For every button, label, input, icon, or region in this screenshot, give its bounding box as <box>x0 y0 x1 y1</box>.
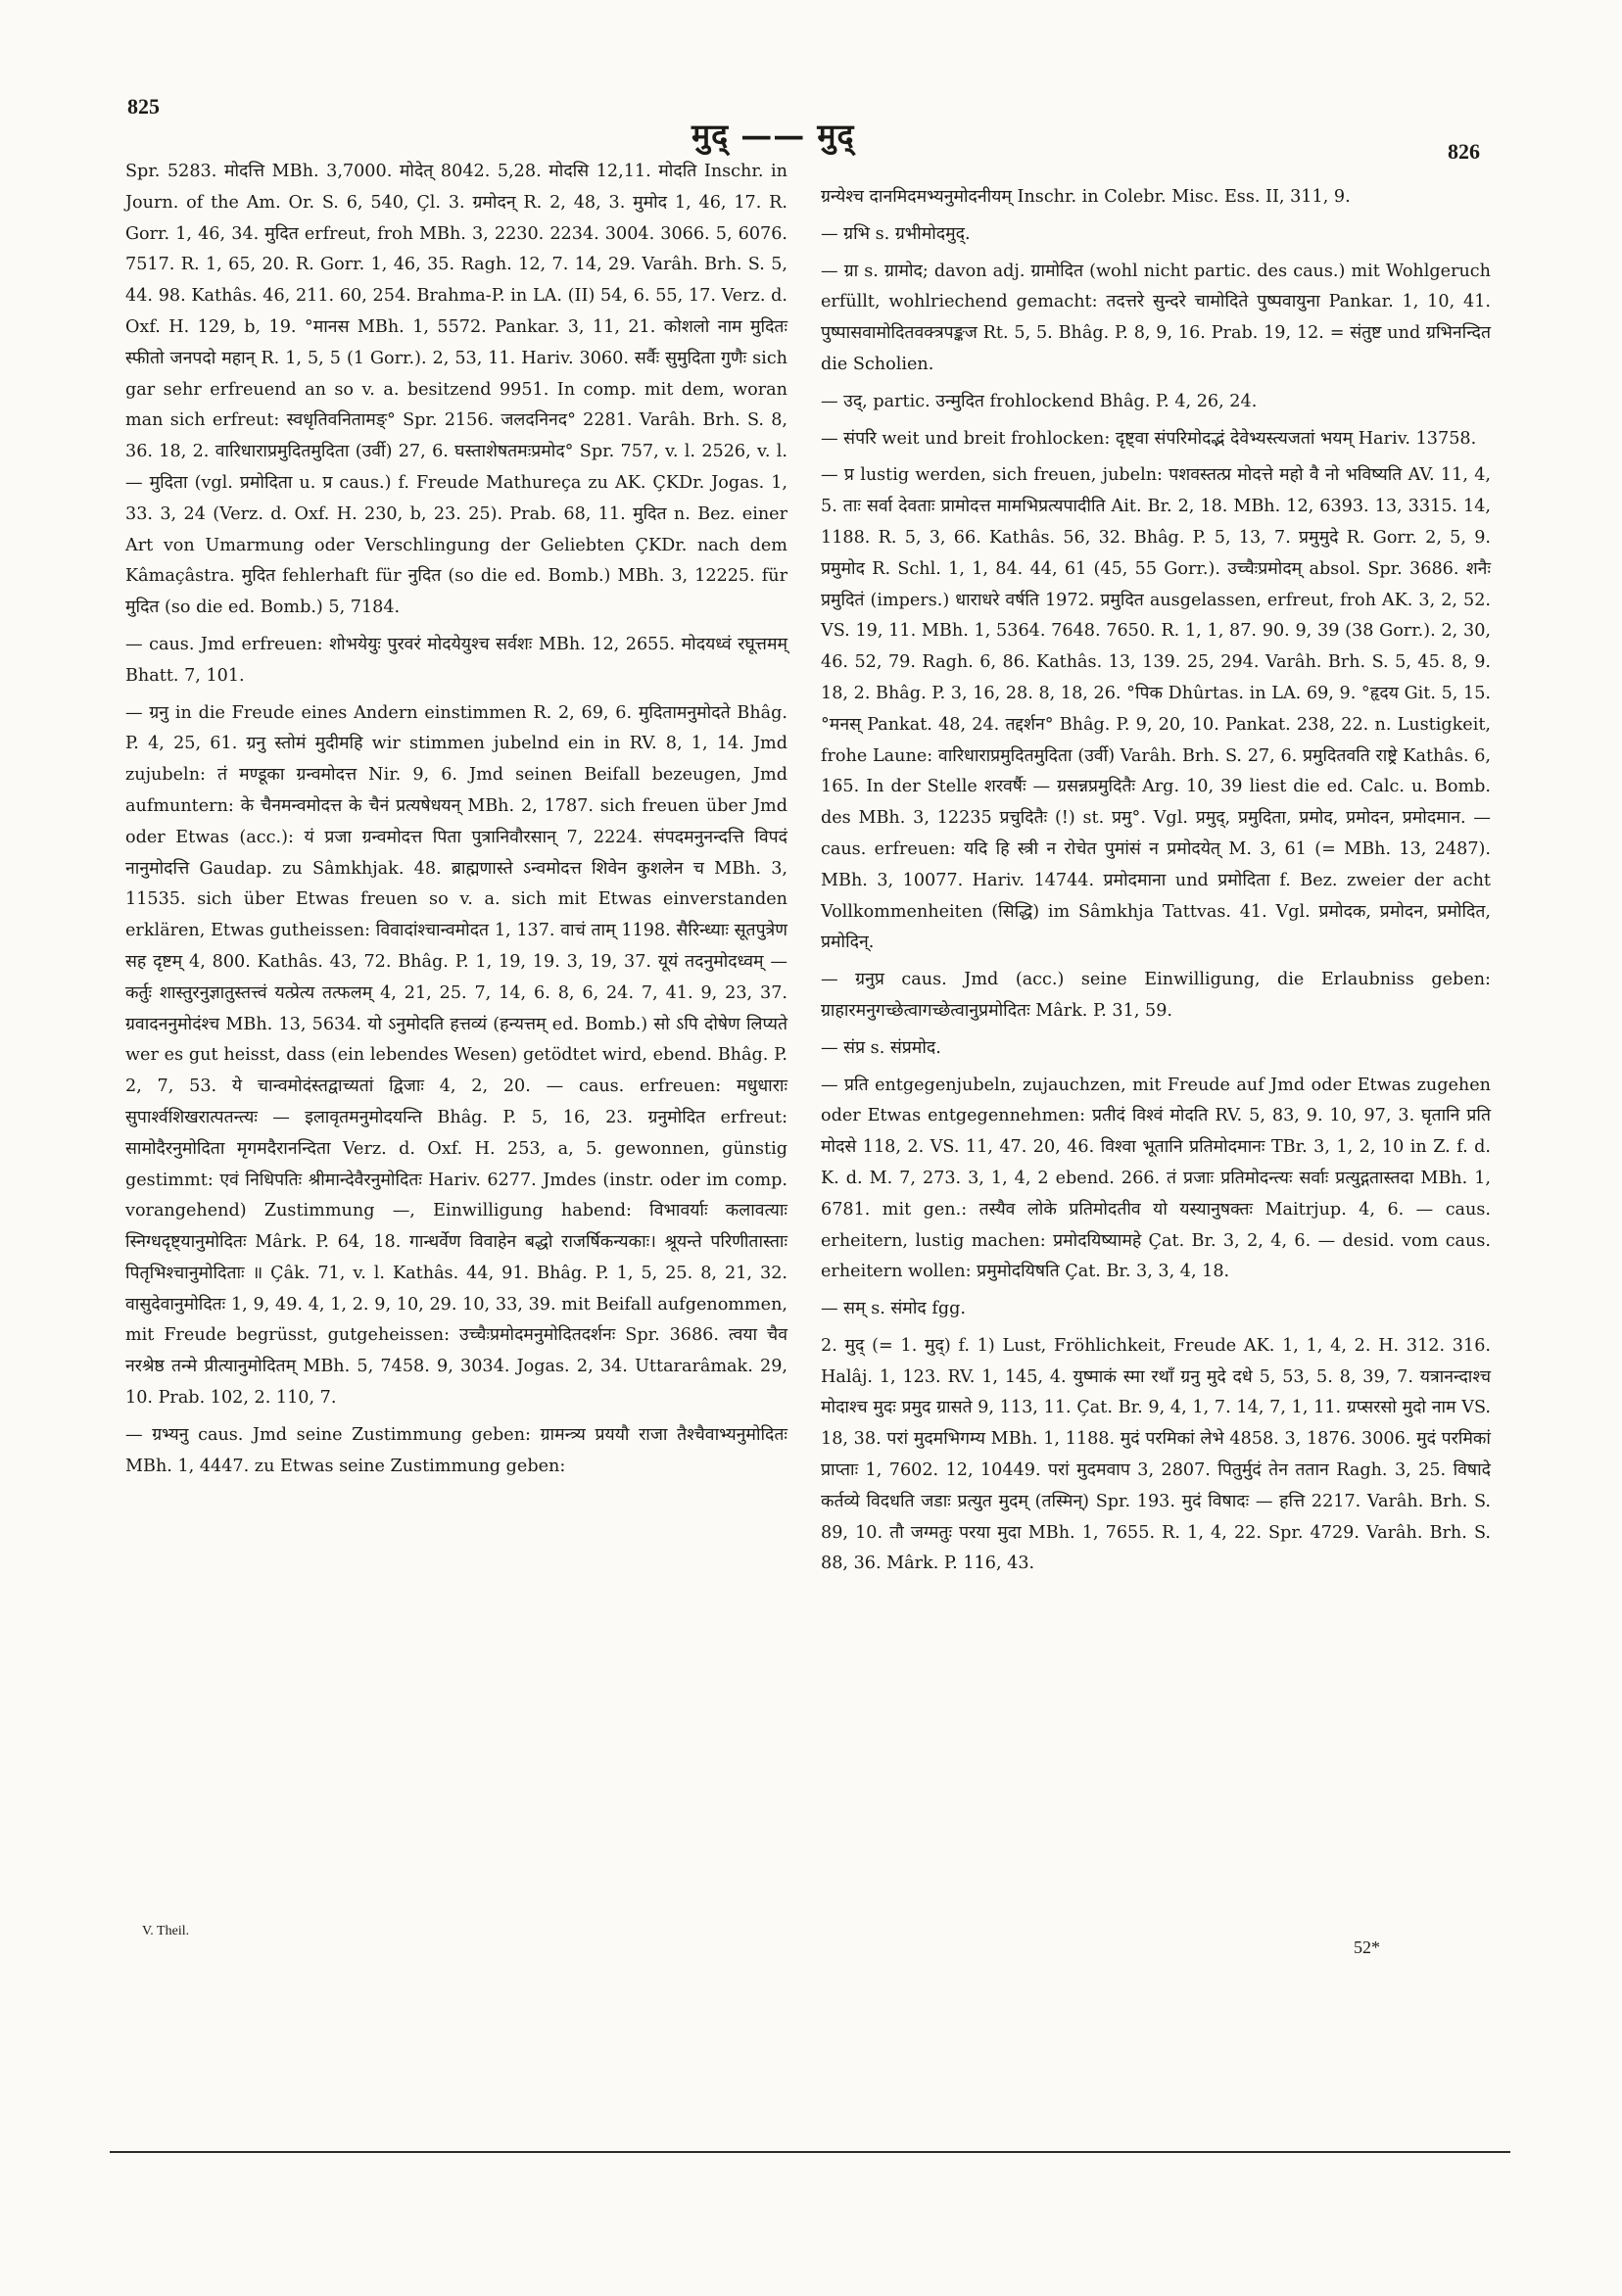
entry-paragraph: — उद्, partic. उन्मुदित frohlockend Bhâg. P. 4, 26, 24. <box>821 391 1258 411</box>
entry-paragraph: — caus. Jmd erfreuen: शोभयेयुः पुरवरं मोदयेयुश्च सर्वशः MBh. 12, 2655. मोदयध्वं रघूत्तमम् Bhatt. 7, 101. <box>125 634 787 686</box>
page-number-right: 826 <box>1448 139 1480 164</box>
entry-paragraph: — प्र lustig werden, sich freuen, jubeln: पशवस्तत्प्र मोदत्ते महो वै नो भविष्यति AV. 11, 4, 5. ताः सर्वा देवताः प्रामोदत्त मामभिप्रत्यपादीति Ait. Br. 2, 18. MBh. 12, 6393. 13, 3315. 14, 1188. R. 5, 3, 66. Kathâs. 56, 32. Bhâg. P. 5, 13, 7. प्रमुमुदे R. Gorr. 2, 5, 9. प्रमुमोद R. Schl. 1, 1, 84. 44, 61 (45, 55 Gorr.). उच्चैःप्रमोदम् absol. Spr. 3686. शनैः प्रमुदितं (impers.) धाराधरे वर्षति 1972. प्रमुदित ausgelassen, erfreut, froh AK. 3, 2, 52. VS. 19, 11. MBh. 1, 5364. 7648. 7650. R. 1, 1, 87. 90. 9, 39 (38 Gorr.). 2, 30, 46. 52, 79. Ragh. 6, 86. Kathâs. 13, 139. 25, 294. Varâh. Brh. S. 5, 45. 8, 9. 18, 2. Bhâg. P. 3, 16, 28. 8, 18, 26. °पिक Dhûrtas. in LA. 69, 9. °हृदय Git. 5, 15. °मनस् Pankat. 48, 24. तद्दर्शन° Bhâg. P. 9, 20, 10. Pankat. 238, 22. n. Lustigkeit, frohe Laune: वारिधाराप्रमुदितमुदिता (उर्वी) Varâh. Brh. S. 27, 6. प्रमुदितवति राष्ट्रे Kathâs. 6, 165. In der Stelle शरवर्षैः — ग्रसन्नप्रमुदितैः Arg. 10, 39 liest die ed. Calc. u. Bomb. des MBh. 3, 12235 प्रचुदितैः (!) st. प्रमु°. Vgl. प्रमुद्, प्रमुदिता, प्रमोद, प्रमोदन, प्रमोदमान. — caus. erfreuen: यदि हि स्त्री न रोचेत पुमांसं न प्रमोदयेत् M. 3, 61 (= MBh. 13, 2487). MBh. 3, 10077. Hariv. 14744. प्रमोदमाना und प्रमोदिता f. Bez. zweier der acht Vollkommenheiten (सिद्धि) im Sâmkhja Tattvas. 41. Vgl. प्रमोदक, प्रमोदन, प्रमोदित, प्रमोदिन्. <box>821 465 1491 953</box>
entry-paragraph: ग्रन्येश्च दानमिदमभ्यनुमोदनीयम् Inschr. in Colebr. Misc. Ess. II, 311, 9. <box>821 187 1351 207</box>
entry-paragraph: — ग्रनु in die Freude eines Andern einstimmen R. 2, 69, 6. मुदितामनुमोदते Bhâg. P. 4, 25, 61. ग्रनु स्तोमं मुदीमहि wir stimmen jubelnd ein in RV. 8, 1, 14. Jmd zujubeln: तं मण्डूका ग्रन्वमोदत्त Nir. 9, 6. Jmd seinen Beifall bezeugen, Jmd aufmuntern: के चैनमन्वमोदत्त के चैनं प्रत्यषेधयन् MBh. 2, 1787. sich freuen über Jmd oder Etwas (acc.): यं प्रजा ग्रन्वमोदत्त पिता पुत्रानिवौरसान् 7, 2224. संपदमनुनन्दत्ति विपदं नानुमोदत्ति Gaudap. zu Sâmkhjak. 48. ब्राह्मणास्ते ऽन्वमोदत्त शिवेन कुशलेन च MBh. 3, 11535. sich über Etwas freuen so v. a. sich mit Etwas einverstanden erklären, Etwas gutheissen: विवादांश्चान्वमोदत 1, 137. वाचं ताम् 1198. सैरिन्ध्याः सूतपुत्रेण सह दृष्टम् 4, 800. Kathâs. 43, 72. Bhâg. P. 1, 19, 19. 3, 19, 37. यूयं तदनुमोदध्वम् — कर्तुः शास्तुरनुज्ञातुस्तत्त्वं यत्प्रेत्य तत्फलम् 4, 21, 25. 7, 14, 6. 8, 6, 24. 7, 41. 9, 23, 37. ग्रवादननुमोदंश्च MBh. 13, 5634. यो ऽनुमोदति हत्तव्यं (हन्यत्तम् ed. Bomb.) सो ऽपि दोषेण लिप्यते wer es gut heisst, dass (ein lebendes Wesen) getödtet wird, ebend. Bhâg. P. 2, 7, 53. ये चान्वमोदंस्तद्वाच्यतां द्विजाः 4, 2, 20. — caus. erfreuen: मधुधाराः सुपार्श्वशिखरात्पतन्त्यः — इलावृतमनुमोदयन्ति Bhâg. P. 5, 16, 23. ग्रनुमोदित erfreut: सामोदैरनुमोदिता मृगमदैरानन्दिता Verz. d. Oxf. H. 253, a, 5. gewonnen, günstig gestimmt: एवं निधिपतिः श्रीमान्देवैरनुमोदितः Hariv. 6277. Jmdes (instr. oder im comp. vorangehend) Zustimmung —, Einwilligung habend: विभावर्याः कलावत्याः स्निग्धदृष्ट्यानुमोदितः Mârk. P. 64, 18. गान्धर्वेण विवाहेन बद्धो राजर्षिकन्यकाः। श्रूयन्ते परिणीतास्ताः पितृभिश्चानुमोदिताः ॥ Çâk. 71, v. l. Kathâs. 44, 91. Bhâg. P. 1, 5, 25. 8, 21, 32. वासुदेवानुमोदितः 1, 9, 49. 4, 1, 2. 9, 10, 29. 10, 33, 39. mit Beifall aufgenommen, mit Freude begrüsst, gutgeheissen: उच्चैःप्रमोदमनुमोदितदर्शनः Spr. 3686. त्वया चैव नरश्रेष्ठ तन्मे प्रीत्यानुमोदितम् MBh. 5, 7458. 9, 3034. Jogas. 2, 34. Uttararâmak. 29, 10. Prab. 102, 2. 110, 7. <box>125 702 787 1409</box>
entry-paragraph: — ग्रनुप्र caus. Jmd (acc.) seine Einwilligung, die Erlaubniss geben: ग्राहारमनुगच्छेत्वागच्छेत्वानुप्रमोदितः Mârk. P. 31, 59. <box>821 970 1491 1021</box>
volume-note: V. Theil. <box>142 1924 190 1938</box>
entry-paragraph: — प्रति entgegenjubeln, zujauchzen, mit Freude auf Jmd oder Etwas zugehen oder Etwas entgegennehmen: प्रतीदं विश्वं मोदति RV. 5, 83, 9. 10, 97, 3. घृतानि प्रति मोदसे 118, 2. VS. 11, 47. 20, 46. विश्वा भूतानि प्रतिमोदमानः TBr. 3, 1, 2, 10 in Z. f. d. K. d. M. 7, 273. 3, 1, 4, 2 ebend. 266. तं प्रजाः प्रतिमोदन्त्यः सर्वाः प्रत्युद्गतास्तदा MBh. 1, 6781. mit gen.: तस्यैव लोके प्रतिमोदतीव यो यस्यानुषक्तः Maitrjup. 4, 6. — caus. erheitern, lustig machen: प्रमोदयिष्यामहे Çat. Br. 3, 2, 4, 6. — desid. vom caus. erheitern wollen: प्रमुमोदयिषति Çat. Br. 3, 3, 4, 18. <box>821 1075 1491 1282</box>
page-number-left: 825 <box>127 94 160 119</box>
entry-paragraph: — संप्र s. संप्रमोद. <box>821 1037 941 1058</box>
entry-paragraph: — ग्रभि s. ग्रभीमोदमुद्. <box>821 223 971 244</box>
entry-paragraph: — ग्रभ्यनु caus. Jmd seine Zustimmung geben: ग्रामन्त्र्य प्रययौ राजा तैश्चैवाभ्यनुमोदितः MBh. 1, 4447. zu Etwas seine Zustimmung geben: <box>125 1424 787 1476</box>
running-headword: मुद् —— मुद् <box>692 117 855 154</box>
dictionary-column-left <box>125 157 787 1482</box>
entry-paragraph: 2. मुद् (= 1. मुद्) f. 1) Lust, Fröhlichkeit, Freude AK. 1, 1, 4, 2. H. 312. 316. Halâj. 1, 123. RV. 1, 145, 4. युष्माकं स्मा रथाँ ग्रनु मुदे दधे 5, 53, 5. 8, 39, 7. यत्रानन्दाश्च मोदाश्च मुदः प्रमुद ग्रासते 9, 113, 11. Çat. Br. 9, 4, 1, 7. 14, 7, 1, 11. ग्रप्सरसो मुदो नाम VS. 18, 38. परां मुदमभिगम्य MBh. 1, 1188. मुदं परमिकां लेभे 4858. 3, 1876. 3006. मुदं परमिकां प्राप्ताः 1, 7602. 12, 10449. परां मुदमवाप 3, 2807. पितुर्मुदं तेन ततान Ragh. 3, 25. विषादे कर्तव्ये विदधति जडाः प्रत्युत मुदम् (तस्मिन्) Spr. 193. मुदं विषादः — हत्ति 2217. Varâh. Brh. S. 89, 10. तौ जग्मतुः परया मुदा MBh. 1, 7655. R. 1, 4, 22. Spr. 4729. Varâh. Brh. S. 88, 36. Mârk. P. 116, 43. <box>821 1335 1491 1574</box>
entry-paragraph: — सम् s. संमोद fgg. <box>821 1299 966 1319</box>
entry-paragraph: Spr. 5283. मोदत्ति MBh. 3,7000. मोदेत् 8042. 5,28. मोदसि 12,11. मोदति Inschr. in Journ. of the Am. Or. S. 6, 540, Çl. 3. ग्रमोदन् R. 2, 48, 3. मुमोद 1, 46, 17. R. Gorr. 1, 46, 34. मुदित erfreut, froh MBh. 3, 2230. 2234. 3004. 3066. 5, 6076. 7517. R. 1, 65, 20. R. Gorr. 1, 46, 35. Ragh. 12, 7. 14, 29. Varâh. Brh. S. 5, 44. 98. Kathâs. 46, 211. 60, 254. Brahma-P. in LA. (II) 54, 6. 55, 17. Verz. d. Oxf. H. 129, b, 19. °मानस MBh. 1, 5572. Pankar. 3, 11, 21. कोशलो नाम मुदितः स्फीतो जनपदो महान् R. 1, 5, 5 (1 Gorr.). 2, 53, 11. Hariv. 3060. सर्वैः सुमुदिता गुणैः sich gar sehr erfreuend an so v. a. besitzend 9951. In comp. mit dem, woran man sich erfreut: स्वधृतिवनितामङ्° Spr. 2156. जलदनिनद° 2281. Varâh. Brh. S. 8, 36. 18, 2. वारिधाराप्रमुदितमुदिता (उर्वी) 27, 6. घस्ताशेषतमःप्रमोद° Spr. 757, v. l. 2526, v. l. — मुदिता (vgl. प्रमोदिता u. प्र caus.) f. Freude Mathureça zu AK. ÇKDr. Jogas. 1, 33. 3, 24 (Verz. d. Oxf. H. 230, b, 23. 25). Prab. 68, 11. मुदित n. Bez. einer Art von Umarmung oder Verschlingung der Geliebten ÇKDr. nach dem Kâmaçâstra. मुदित fehlerhaft für नुदित (so die ed. Bomb.) MBh. 3, 12225. für मुदित (so die ed. Bomb.) 5, 7184. <box>125 162 787 618</box>
dictionary-column-right <box>821 182 1491 1580</box>
entry-paragraph: — ग्रा s. ग्रामोद; davon adj. ग्रामोदित (wohl nicht partic. des caus.) mit Wohlgeruch erfüllt, wohlriechend gemacht: तदत्तरे सुन्दरे चामोदिते पुष्पवायुना Pankar. 1, 10, 41. पुष्पासवामोदितवक्त्रपङ्कज Rt. 5, 5. Bhâg. P. 8, 9, 16. Prab. 19, 12. = संतुष्ट und ग्रभिनन्दित die Scholien. <box>821 261 1491 374</box>
entry-paragraph: — संपरि weit und breit frohlocken: दृष्ट्वा संपरिमोदद्भं देवेभ्यस्त्यजतां भयम् Hariv. 13758. <box>821 428 1477 449</box>
bottom-rule <box>110 2151 1510 2153</box>
signature-mark: 52* <box>1354 1937 1380 1957</box>
